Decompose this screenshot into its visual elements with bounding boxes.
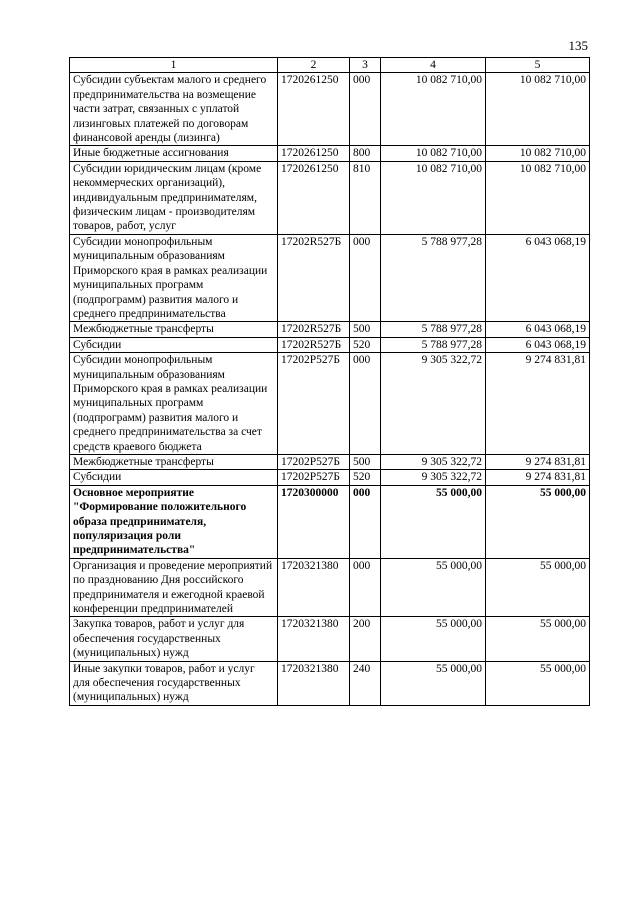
- row-sum-cell: 10 082 710,00: [486, 73, 590, 146]
- table-row: [70, 454, 590, 469]
- row-type-cell: 000: [350, 558, 381, 617]
- row-sum-cell: 10 082 710,00: [381, 161, 486, 234]
- row-code-cell: 1720261250: [278, 146, 350, 161]
- row-sum-cell: 9 305 322,72: [381, 470, 486, 485]
- row-code-cell: 17202P527Б: [278, 353, 350, 455]
- column-header: 2: [278, 58, 350, 73]
- row-name-cell: Субсидии юридическим лицам (кроме некоммерческих организаций), индивидуальным предпринимателям, физическим лицам - производителям товаров, работ, услуг: [70, 161, 278, 234]
- column-header: 5: [486, 58, 590, 73]
- budget-table: [69, 57, 590, 706]
- column-header: 3: [350, 58, 381, 73]
- table-row: [70, 337, 590, 352]
- row-name-cell: Закупка товаров, работ и услуг для обеспечения государственных (муниципальных) нужд: [70, 617, 278, 661]
- row-code-cell: 1720261250: [278, 161, 350, 234]
- table-row: [70, 558, 590, 617]
- row-type-cell: 000: [350, 73, 381, 146]
- row-name-cell: Субсидии монопрофильным муниципальным образованиям Приморского края в рамках реализации муниципальных программ (подпрограмм) развития малого и среднего предпринимательства: [70, 234, 278, 321]
- row-code-cell: 1720300000: [278, 485, 350, 558]
- row-code-cell: 17202P527Б: [278, 470, 350, 485]
- row-name-cell: Иные бюджетные ассигнования: [70, 146, 278, 161]
- row-sum-cell: 9 274 831,81: [486, 353, 590, 455]
- row-sum-cell: 9 305 322,72: [381, 454, 486, 469]
- row-type-cell: 000: [350, 234, 381, 321]
- row-type-cell: 240: [350, 661, 381, 705]
- row-sum-cell: 10 082 710,00: [381, 73, 486, 146]
- row-sum-cell: 9 305 322,72: [381, 353, 486, 455]
- row-name-cell: Субсидии монопрофильным муниципальным образованиям Приморского края в рамках реализации муниципальных программ (подпрограмм) развития малого и среднего предпринимательства за счет средств краевого бюджета: [70, 353, 278, 455]
- row-sum-cell: 5 788 977,28: [381, 322, 486, 337]
- row-sum-cell: 55 000,00: [486, 558, 590, 617]
- row-sum-cell: 55 000,00: [381, 485, 486, 558]
- row-type-cell: 500: [350, 322, 381, 337]
- row-name-cell: Иные закупки товаров, работ и услуг для обеспечения государственных (муниципальных) нужд: [70, 661, 278, 705]
- row-type-cell: 000: [350, 485, 381, 558]
- row-name-cell: Организация и проведение мероприятий по празднованию Дня российского предпринимателя и ежегодной краевой конференции предпринимателей: [70, 558, 278, 617]
- table-row: [70, 485, 590, 558]
- row-name-cell: Межбюджетные трансферты: [70, 454, 278, 469]
- row-code-cell: 17202R527Б: [278, 234, 350, 321]
- row-code-cell: 1720321380: [278, 661, 350, 705]
- row-sum-cell: 55 000,00: [486, 661, 590, 705]
- row-sum-cell: 6 043 068,19: [486, 234, 590, 321]
- row-sum-cell: 5 788 977,28: [381, 337, 486, 352]
- table-row: [70, 73, 590, 146]
- row-sum-cell: 6 043 068,19: [486, 322, 590, 337]
- table-row: [70, 234, 590, 321]
- row-type-cell: 500: [350, 454, 381, 469]
- row-sum-cell: 55 000,00: [381, 661, 486, 705]
- row-sum-cell: 55 000,00: [381, 617, 486, 661]
- row-sum-cell: 10 082 710,00: [381, 146, 486, 161]
- table-header-row: [70, 58, 590, 73]
- row-type-cell: 810: [350, 161, 381, 234]
- column-header: 4: [381, 58, 486, 73]
- table-row: [70, 617, 590, 661]
- row-code-cell: 17202R527Б: [278, 322, 350, 337]
- row-type-cell: 200: [350, 617, 381, 661]
- row-sum-cell: 9 274 831,81: [486, 454, 590, 469]
- table-row: [70, 353, 590, 455]
- table-row: [70, 470, 590, 485]
- row-sum-cell: 10 082 710,00: [486, 146, 590, 161]
- table-row: [70, 322, 590, 337]
- row-code-cell: 1720261250: [278, 73, 350, 146]
- row-type-cell: 000: [350, 353, 381, 455]
- row-type-cell: 800: [350, 146, 381, 161]
- row-name-cell: Межбюджетные трансферты: [70, 322, 278, 337]
- table-row: [70, 661, 590, 705]
- row-code-cell: 17202P527Б: [278, 454, 350, 469]
- row-sum-cell: 55 000,00: [381, 558, 486, 617]
- row-name-cell: Субсидии: [70, 337, 278, 352]
- row-sum-cell: 10 082 710,00: [486, 161, 590, 234]
- table-row: [70, 146, 590, 161]
- row-sum-cell: 55 000,00: [486, 485, 590, 558]
- page-number: 135: [568, 38, 588, 53]
- row-sum-cell: 5 788 977,28: [381, 234, 486, 321]
- column-header: 1: [70, 58, 278, 73]
- row-sum-cell: 9 274 831,81: [486, 470, 590, 485]
- row-sum-cell: 55 000,00: [486, 617, 590, 661]
- row-code-cell: 17202R527Б: [278, 337, 350, 352]
- row-type-cell: 520: [350, 470, 381, 485]
- row-code-cell: 1720321380: [278, 617, 350, 661]
- row-name-cell: Субсидии: [70, 470, 278, 485]
- row-code-cell: 1720321380: [278, 558, 350, 617]
- row-name-cell: Субсидии субъектам малого и среднего предпринимательства на возмещение части затрат, связанных с уплатой лизинговых платежей по договорам финансовой аренды (лизинга): [70, 73, 278, 146]
- row-sum-cell: 6 043 068,19: [486, 337, 590, 352]
- row-type-cell: 520: [350, 337, 381, 352]
- table-row: [70, 161, 590, 234]
- row-name-cell: Основное мероприятие "Формирование положительного образа предпринимателя, популяризация роли предпринимательства": [70, 485, 278, 558]
